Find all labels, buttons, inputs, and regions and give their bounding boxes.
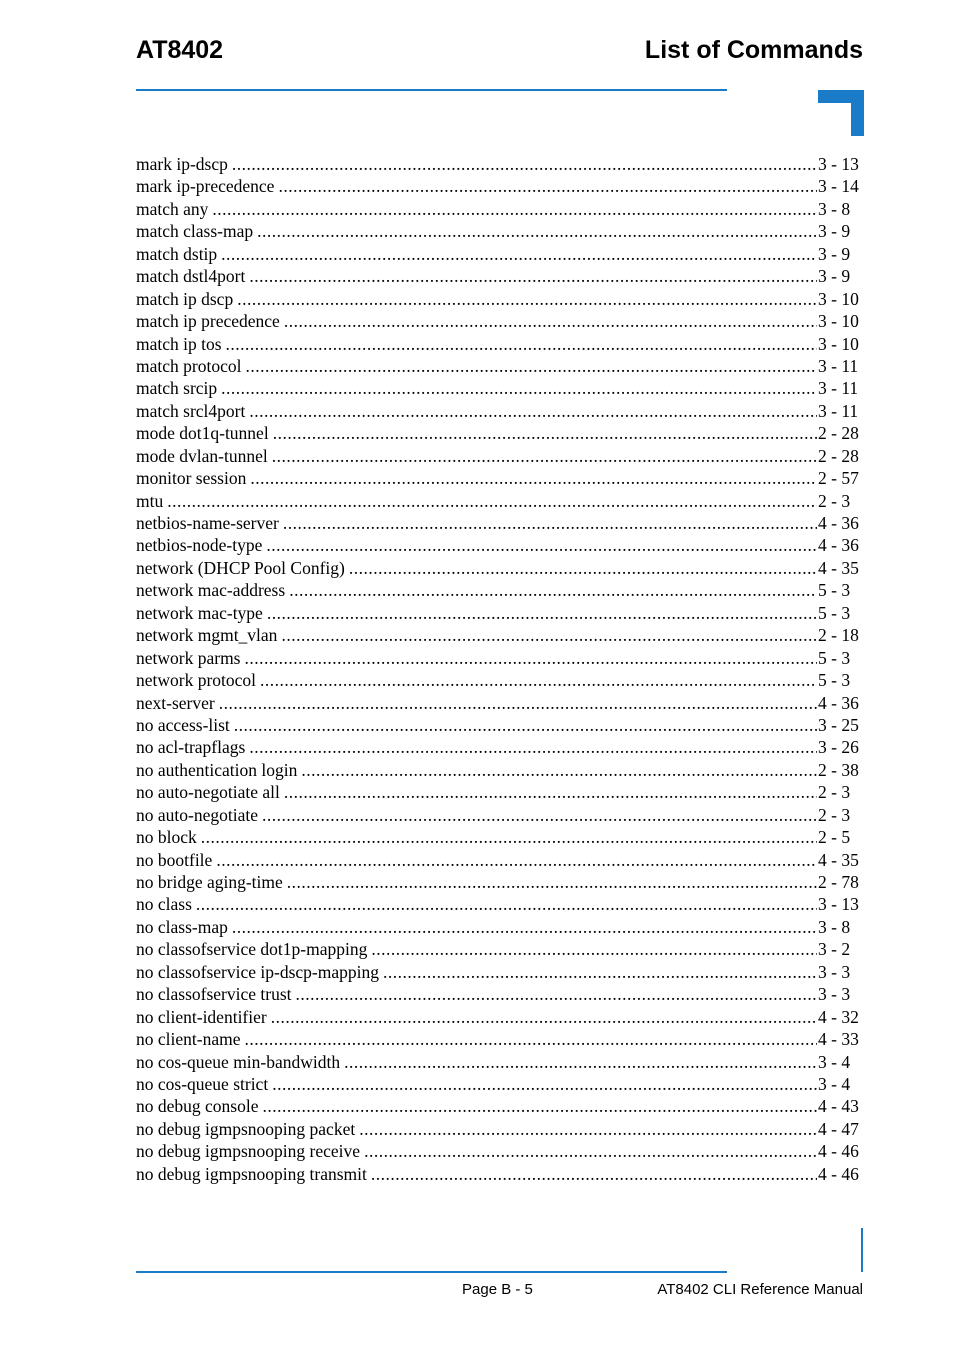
entry-command: no debug igmpsnooping receive (136, 1141, 361, 1162)
dot-leader (249, 265, 817, 287)
entry-command: match ip precedence (136, 311, 280, 332)
header-section-title: List of Commands (644, 36, 863, 64)
entry-page-ref: 3 - 9 (818, 221, 851, 242)
entry-command: no client-name (136, 1029, 241, 1050)
entry-command: no bootfile (136, 849, 213, 870)
footer-rule (136, 1271, 727, 1273)
entry-page-ref: 2 - 3 (818, 782, 851, 803)
dot-leader (249, 400, 817, 422)
command-index-list (136, 153, 863, 1185)
dot-leader (371, 1163, 817, 1185)
index-entry (136, 265, 863, 287)
entry-page-ref: 2 - 3 (818, 804, 851, 825)
entry-page-ref: 5 - 3 (818, 647, 851, 668)
dot-leader (383, 961, 817, 983)
index-entry (136, 1163, 863, 1185)
entry-page-ref: 3 - 9 (818, 266, 851, 287)
entry-command: no auto-negotiate all (136, 782, 280, 803)
entry-command: match protocol (136, 355, 242, 376)
index-entry (136, 647, 863, 669)
dot-leader (301, 759, 817, 781)
dot-leader (266, 534, 817, 556)
index-entry (136, 938, 863, 960)
entry-page-ref: 3 - 26 (818, 737, 859, 758)
dot-leader (349, 557, 817, 579)
entry-command: no access-list (136, 714, 230, 735)
entry-command: match ip tos (136, 333, 222, 354)
entry-command: no debug igmpsnooping transmit (136, 1163, 367, 1184)
dot-leader (232, 916, 817, 938)
entry-command: network mgmt_vlan (136, 625, 278, 646)
entry-command: no auto-negotiate (136, 804, 258, 825)
index-entry (136, 400, 863, 422)
dot-leader (283, 512, 817, 534)
index-entry (136, 1140, 863, 1162)
dot-leader (287, 871, 817, 893)
dot-leader (250, 467, 817, 489)
entry-command: no cos-queue strict (136, 1073, 269, 1094)
dot-leader (344, 1051, 817, 1073)
index-entry (136, 175, 863, 197)
entry-page-ref: 3 - 11 (818, 378, 859, 399)
index-entry (136, 781, 863, 803)
entry-page-ref: 3 - 11 (818, 355, 859, 376)
entry-page-ref: 3 - 3 (818, 984, 851, 1005)
entry-page-ref: 2 - 38 (818, 759, 859, 780)
dot-leader (226, 333, 817, 355)
entry-page-ref: 3 - 13 (818, 894, 859, 915)
entry-command: network mac-address (136, 580, 286, 601)
index-entry (136, 602, 863, 624)
entry-page-ref: 4 - 35 (818, 849, 859, 870)
index-entry (136, 377, 863, 399)
entry-page-ref: 2 - 28 (818, 445, 859, 466)
entry-page-ref: 4 - 36 (818, 535, 859, 556)
entry-command: netbios-node-type (136, 535, 263, 556)
entry-command: no acl-trapflags (136, 737, 246, 758)
index-entry (136, 333, 863, 355)
entry-command: network mac-type (136, 602, 263, 623)
entry-command: mode dot1q-tunnel (136, 423, 269, 444)
entry-page-ref: 4 - 36 (818, 513, 859, 533)
dot-leader (167, 490, 817, 512)
entry-page-ref: 3 - 4 (818, 1051, 851, 1072)
dot-leader (272, 445, 817, 467)
dot-leader (196, 893, 817, 915)
index-entry (136, 624, 863, 646)
entry-page-ref: 5 - 3 (818, 580, 851, 601)
entry-page-ref: 3 - 10 (818, 288, 859, 309)
dot-leader (262, 1095, 817, 1117)
index-entry (136, 512, 863, 534)
dot-leader (284, 310, 817, 332)
index-entry (136, 1118, 863, 1140)
entry-page-ref: 4 - 35 (818, 557, 859, 578)
footer-corner-decoration (861, 1228, 863, 1272)
index-entry (136, 1073, 863, 1095)
entry-page-ref: 3 - 2 (818, 939, 851, 960)
dot-leader (289, 579, 817, 601)
entry-page-ref: 3 - 13 (818, 154, 859, 174)
index-entry (136, 736, 863, 758)
index-entry (136, 893, 863, 915)
entry-page-ref: 4 - 36 (818, 692, 859, 713)
entry-page-ref: 3 - 4 (818, 1073, 851, 1094)
dot-leader (216, 849, 817, 871)
entry-page-ref: 5 - 3 (818, 602, 851, 623)
index-entry (136, 534, 863, 556)
entry-command: network (DHCP Pool Config) (136, 557, 345, 578)
entry-page-ref: 3 - 14 (818, 176, 859, 197)
dot-leader (364, 1140, 817, 1162)
index-entry (136, 983, 863, 1005)
entry-command: match srcip (136, 378, 218, 399)
entry-page-ref: 3 - 8 (818, 916, 851, 937)
entry-page-ref: 2 - 5 (818, 827, 851, 848)
entry-page-ref: 4 - 46 (818, 1141, 859, 1162)
index-entry (136, 804, 863, 826)
dot-leader (272, 1073, 817, 1095)
entry-page-ref: 3 - 11 (818, 400, 859, 421)
index-entry (136, 220, 863, 242)
index-entry (136, 355, 863, 377)
index-entry (136, 153, 863, 175)
entry-page-ref: 4 - 47 (818, 1118, 859, 1139)
entry-command: no classofservice ip-dscp-mapping (136, 961, 379, 982)
entry-command: no authentication login (136, 759, 298, 780)
entry-command: network parms (136, 647, 241, 668)
entry-command: mode dvlan-tunnel (136, 445, 268, 466)
entry-command: no classofservice dot1p-mapping (136, 939, 368, 960)
dot-leader (221, 243, 817, 265)
index-entry (136, 310, 863, 332)
entry-command: no class-map (136, 916, 228, 937)
index-entry (136, 714, 863, 736)
entry-command: netbios-name-server (136, 513, 279, 533)
entry-page-ref: 2 - 28 (818, 423, 859, 444)
index-entry (136, 1028, 863, 1050)
entry-page-ref: 3 - 9 (818, 243, 851, 264)
entry-command: no debug igmpsnooping packet (136, 1118, 356, 1139)
corner-bracket-decoration (818, 90, 864, 136)
entry-command: match any (136, 198, 209, 219)
entry-page-ref: 4 - 33 (818, 1029, 859, 1050)
entry-command: no bridge aging-time (136, 872, 283, 892)
index-entry (136, 826, 863, 848)
dot-leader (232, 153, 817, 175)
dot-leader (221, 377, 817, 399)
dot-leader (260, 669, 817, 691)
dot-leader (237, 288, 817, 310)
entry-page-ref: 3 - 3 (818, 961, 851, 982)
index-entry (136, 557, 863, 579)
entry-command: no block (136, 827, 197, 848)
entry-page-ref: 3 - 8 (818, 198, 851, 219)
entry-page-ref: 2 - 3 (818, 490, 851, 511)
entry-page-ref: 3 - 10 (818, 333, 859, 354)
entry-command: monitor session (136, 468, 247, 489)
dot-leader (245, 355, 817, 377)
entry-command: mark ip-precedence (136, 176, 275, 197)
dot-leader (201, 826, 817, 848)
dot-leader (244, 1028, 817, 1050)
dot-leader (262, 804, 817, 826)
entry-command: match ip dscp (136, 288, 234, 309)
dot-leader (296, 983, 817, 1005)
index-entry (136, 288, 863, 310)
dot-leader (249, 736, 817, 758)
index-entry (136, 916, 863, 938)
index-entry (136, 198, 863, 220)
dot-leader (267, 602, 817, 624)
index-entry (136, 422, 863, 444)
entry-command: network protocol (136, 670, 257, 691)
index-entry (136, 1095, 863, 1117)
index-entry (136, 692, 863, 714)
dot-leader (371, 938, 817, 960)
dot-leader (219, 692, 817, 714)
index-entry (136, 961, 863, 983)
index-entry (136, 1006, 863, 1028)
dot-leader (257, 220, 817, 242)
dot-leader (271, 1006, 817, 1028)
entry-page-ref: 4 - 32 (818, 1006, 859, 1027)
entry-command: no client-identifier (136, 1006, 267, 1027)
header-product: AT8402 (136, 36, 224, 64)
entry-page-ref: 2 - 57 (818, 468, 859, 489)
entry-command: match class-map (136, 221, 254, 242)
header-rule (136, 89, 727, 91)
dot-leader (278, 175, 817, 197)
dot-leader (281, 624, 817, 646)
dot-leader (245, 647, 818, 669)
entry-command: mark ip-dscp (136, 154, 228, 174)
index-entry (136, 445, 863, 467)
footer-page-number: Page B - 5 (462, 1281, 533, 1298)
entry-command: match dstip (136, 243, 218, 264)
index-entry (136, 871, 863, 893)
dot-leader (212, 198, 817, 220)
entry-command: no classofservice trust (136, 984, 292, 1005)
dot-leader (359, 1118, 817, 1140)
index-entry (136, 490, 863, 512)
entry-command: match dstl4port (136, 266, 246, 287)
entry-command: mtu (136, 490, 164, 511)
entry-command: next-server (136, 692, 215, 713)
entry-command: no class (136, 894, 192, 915)
entry-command: no debug console (136, 1096, 259, 1117)
index-entry (136, 669, 863, 691)
dot-leader (234, 714, 817, 736)
index-entry (136, 1051, 863, 1073)
index-entry (136, 243, 863, 265)
entry-command: match srcl4port (136, 400, 246, 421)
entry-command: no cos-queue min-bandwidth (136, 1051, 341, 1072)
dot-leader (273, 422, 817, 444)
entry-page-ref: 3 - 10 (818, 311, 859, 332)
dot-leader (284, 781, 817, 803)
entry-page-ref: 3 - 25 (818, 714, 859, 735)
index-entry (136, 849, 863, 871)
index-entry (136, 467, 863, 489)
index-entry (136, 579, 863, 601)
index-entry (136, 759, 863, 781)
entry-page-ref: 4 - 43 (818, 1096, 859, 1117)
entry-page-ref: 4 - 46 (818, 1163, 859, 1184)
entry-page-ref: 5 - 3 (818, 670, 851, 691)
entry-page-ref: 2 - 18 (818, 625, 859, 646)
footer-manual-title: AT8402 CLI Reference Manual (657, 1281, 863, 1298)
entry-page-ref: 2 - 78 (818, 872, 859, 892)
